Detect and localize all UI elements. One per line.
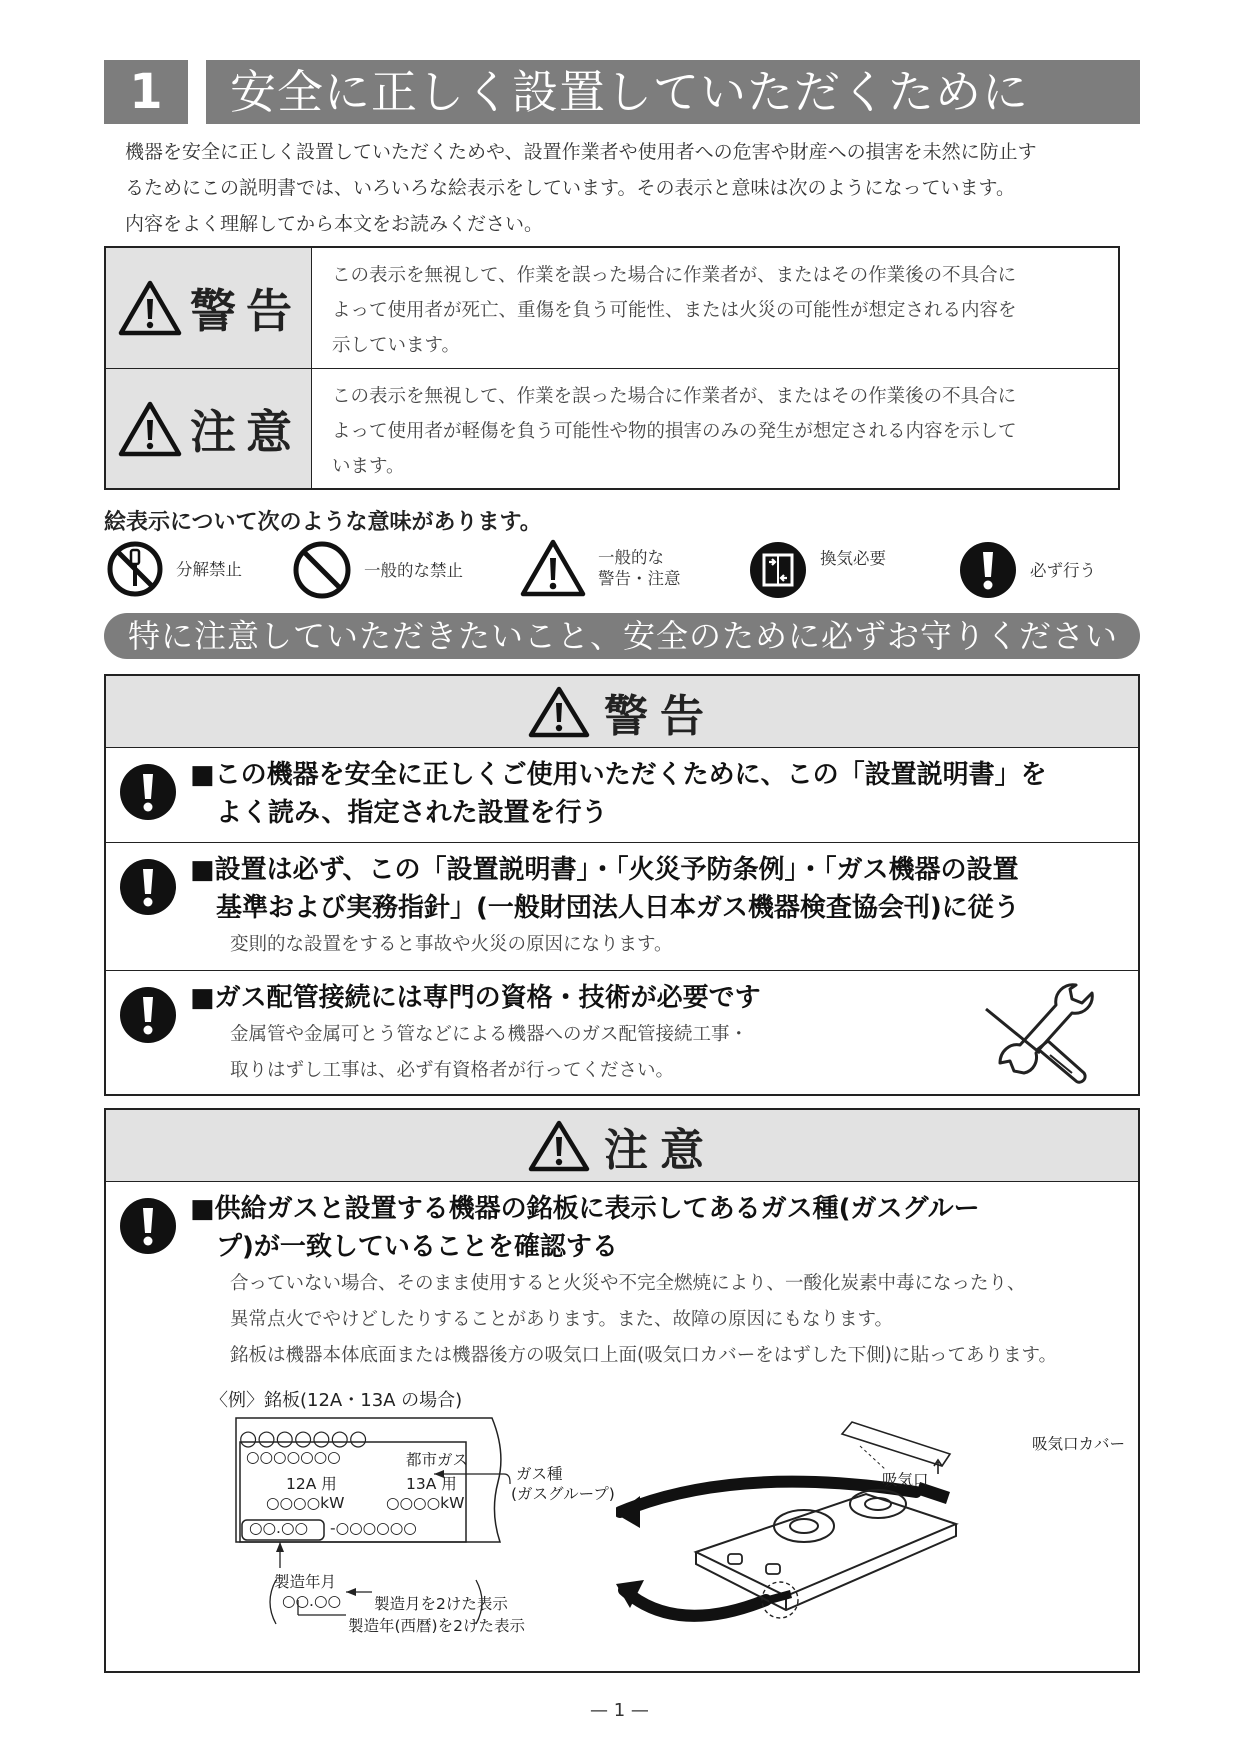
- nameplate-example-title: 〈例〉銘板(12A・13A の場合): [210, 1390, 463, 1411]
- signal-word-table: [104, 246, 1120, 490]
- nameplate-model: ○○○○○○○: [246, 1448, 341, 1466]
- nameplate-serial-number: -○○○○○○: [330, 1519, 417, 1537]
- manufacture-year-note: 製造年(西暦)を2けた表示: [348, 1617, 525, 1635]
- warning-triangle-icon: [528, 685, 590, 739]
- caution-box-title: 注意: [604, 1124, 716, 1176]
- warning-triangle-icon: [520, 538, 586, 598]
- gas-group-label: (ガスグループ): [511, 1485, 615, 1503]
- warning-box: [104, 674, 1140, 1096]
- warning-definition-row: [106, 248, 1118, 369]
- nameplate-power-2: ○○○○kW: [386, 1494, 465, 1512]
- intro-line: 内容をよく理解してから本文をお読みください。: [125, 213, 544, 235]
- page-number: — 1 —: [590, 1700, 649, 1721]
- nameplate-12a: 12A 用: [286, 1475, 337, 1493]
- nameplate-city-gas: 都市ガス: [406, 1451, 469, 1469]
- intro-line: 機器を安全に正しく設置していただくためや、設置作業者や使用者への危害や財産への損害を未然に防止す: [125, 141, 1037, 163]
- intake-cover-label: 吸気口カバー: [1032, 1435, 1126, 1453]
- intro-paragraph: [125, 134, 1135, 242]
- manufacture-month-note: 製造月を2けた表示: [374, 1595, 508, 1613]
- intake-label: 吸気口: [882, 1471, 929, 1489]
- nameplate-top-line: ○○○○○○○: [239, 1426, 368, 1450]
- symbol-ventilation: 換気必要: [748, 540, 886, 600]
- caution-item: ■供給ガスと設置する機器の銘板に表示してあるガス種(ガスグルー プ)が一致していることを確認する 合っていない場合、そのまま使用すると火災や不完全燃焼により、一酸化炭素中毒になったり、 異常点火でやけどしたりすることがあります。また、故障の原因にもなります。 銘板は機器本体底面または機器後方の吸気口上面(吸気口カバーをはずした下側)に貼ってあります。 〈例〉銘板(12A・13A の場合) ○○○○○○○ ○○○○○○○ 都市ガス 12A 用 13A 用 ○○○○kW ○○○○kW ○○.○○ -○○○○○○ ガス種 (ガスグループ) 製造年月 ○○.○○ 製造月を2けた表示 製造年(西暦)を2けた表示 吸気口 吸気口カバー: [106, 1182, 1138, 1672]
- disassembly-prohibited-icon: [106, 540, 164, 598]
- gas-stove-illustration: [616, 1404, 1036, 1644]
- mandatory-icon: [118, 985, 178, 1045]
- manufacture-date-label: 製造年月: [274, 1573, 337, 1591]
- mandatory-icon: [118, 762, 178, 822]
- warning-box-title: 警告: [604, 690, 716, 742]
- caution-box: [104, 1108, 1140, 1673]
- intro-line: るためにこの説明書では、いろいろな絵表示をしています。その表示と意味は次のようになっています。: [125, 177, 1015, 199]
- warning-definition-text: この表示を無視して、作業を誤った場合に作業者が、またはその作業後の不具合に よって使用者が死亡、重傷を負う可能性、または火災の可能性が想定される内容を 示しています。: [332, 265, 1017, 356]
- caution-definition-row: [106, 369, 1118, 488]
- caution-box-header: [106, 1110, 1138, 1182]
- safety-banner: 特に注意していただきたいこと、安全のために必ずお守りください: [104, 613, 1140, 659]
- warning-triangle-icon: [118, 279, 182, 337]
- warning-label: 警告: [190, 284, 302, 338]
- caution-definition-text: この表示を無視して、作業を誤った場合に作業者が、またはその作業後の不具合に よって使用者が軽傷を負う可能性や物的損害のみの発生が想定される内容を示して います。: [332, 386, 1017, 477]
- warning-box-header: [106, 676, 1138, 748]
- symbol-general-warning: 一般的な 警告・注意: [520, 538, 681, 598]
- tools-icon: [980, 979, 1110, 1091]
- caution-label: 注意: [190, 404, 302, 459]
- symbol-general-prohibition: 一般的な禁止: [292, 540, 463, 600]
- nameplate-13a: 13A 用: [406, 1475, 457, 1493]
- symbol-mandatory: 必ず行う: [958, 540, 1096, 600]
- warning-item: ■設置は必ず、この「設置説明書」・「火災予防条例」・「ガス機器の設置 基準および実務指針」(一般財団法人日本ガス機器検査協会刊)に従う 変則的な設置をすると事故や火災の原因になります。: [106, 842, 1138, 970]
- symbol-disassembly-prohibited: 分解禁止: [106, 540, 242, 598]
- mandatory-icon: [958, 540, 1018, 600]
- warning-triangle-icon: [528, 1119, 590, 1173]
- manufacture-date-code: ○○.○○: [282, 1592, 342, 1610]
- section-number: 1: [104, 60, 188, 124]
- mandatory-icon: [118, 857, 178, 917]
- nameplate-serial-date: ○○.○○: [249, 1519, 309, 1537]
- mandatory-icon: [118, 1196, 178, 1256]
- nameplate-power-1: ○○○○kW: [266, 1494, 345, 1512]
- prohibited-icon: [292, 540, 352, 600]
- gas-type-label: ガス種: [516, 1465, 563, 1483]
- ventilation-icon: [748, 540, 808, 600]
- warning-item: ■この機器を安全に正しくご使用いただくために、この「設置説明書」を よく読み、指定された設置を行う: [106, 748, 1138, 842]
- symbol-legend-heading: 絵表示について次のような意味があります。: [104, 510, 542, 535]
- warning-triangle-icon: [118, 400, 182, 458]
- section-title: 安全に正しく設置していただくために: [206, 60, 1140, 124]
- warning-item: ■ガス配管接続には専門の資格・技術が必要です 金属管や金属可とう管などによる機器へのガス配管接続工事・ 取りはずし工事は、必ず有資格者が行ってください。: [106, 970, 1138, 1094]
